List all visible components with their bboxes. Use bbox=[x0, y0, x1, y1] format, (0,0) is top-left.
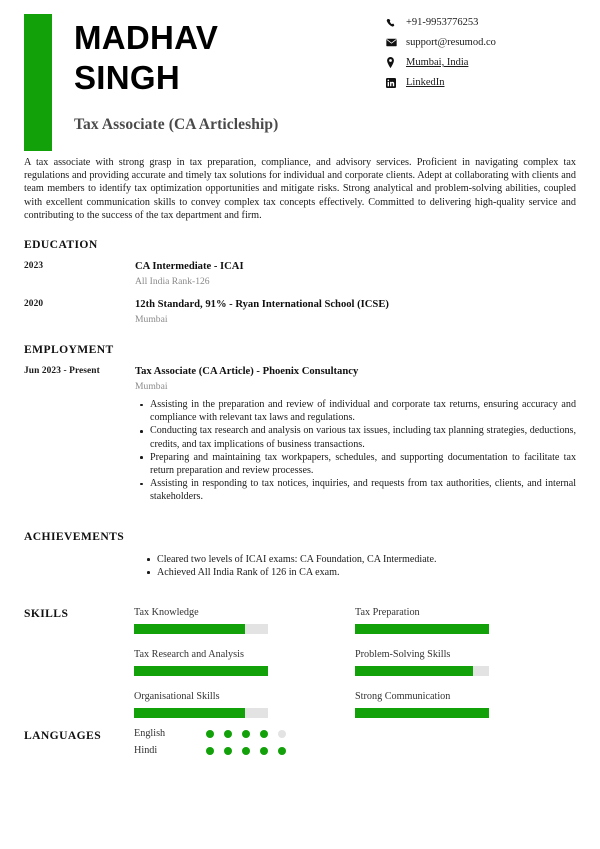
contact-linkedin[interactable] bbox=[386, 76, 576, 89]
rating-dot-filled bbox=[242, 730, 250, 738]
location-text[interactable]: Mumbai, India bbox=[406, 57, 469, 68]
language-rating bbox=[196, 730, 286, 738]
skill-item bbox=[134, 690, 355, 718]
skill-progress-fill bbox=[355, 708, 489, 718]
professional-summary: A tax associate with strong grasp in tax preparation, compliance, and advisory services. Proficient in navigating complex tax regulations and providing accurate and timely tax solutions for individual and corporate clients. Adept at collaborating with clients and team members to identify tax optimization opportunities and mitigate risks. Strong analytical and problem-solving abilities, coupled with excellent communication skills to convey complex tax concepts effectively. Committed to delivering high-quality service and contributing to the success of the tax department and firm. bbox=[24, 157, 576, 221]
skill-label: Organisational Skills bbox=[134, 691, 220, 703]
first-name: MADHAV bbox=[74, 19, 219, 56]
email-text: support@resumod.co bbox=[406, 37, 496, 48]
skills-grid bbox=[134, 606, 576, 732]
resume-header bbox=[0, 0, 600, 152]
rating-dot-filled bbox=[224, 730, 232, 738]
list-item: Conducting tax research and analysis on various tax issues, including tax planning strategies, deductions, credits, and tax implications of business transactions. bbox=[150, 425, 576, 450]
skill-item bbox=[355, 690, 576, 718]
education-entry-main bbox=[135, 260, 576, 289]
employment-entry-title: Tax Associate (CA Article) - Phoenix Consultancy bbox=[135, 366, 359, 378]
last-name: SINGH bbox=[74, 59, 181, 96]
skill-label: Strong Communication bbox=[355, 691, 451, 703]
rating-dot-filled bbox=[242, 747, 250, 755]
language-label: Hindi bbox=[134, 745, 158, 757]
skill-progress-track bbox=[134, 666, 268, 676]
skill-label: Tax Research and Analysis bbox=[134, 649, 244, 661]
language-rating bbox=[196, 747, 286, 755]
contact-email bbox=[386, 36, 576, 49]
rating-dot-filled bbox=[224, 747, 232, 755]
name-block bbox=[24, 12, 386, 152]
skill-progress-track bbox=[355, 708, 489, 718]
contact-block bbox=[386, 12, 576, 152]
language-label: English bbox=[134, 728, 166, 740]
skill-progress-track bbox=[355, 666, 489, 676]
skill-label: Problem-Solving Skills bbox=[355, 649, 451, 661]
section-title-achievements: ACHIEVEMENTS bbox=[24, 529, 125, 543]
skill-item bbox=[355, 648, 576, 676]
skills-body bbox=[134, 606, 576, 732]
skill-progress-fill bbox=[355, 624, 489, 634]
language-item bbox=[134, 745, 576, 756]
list-item: Cleared two levels of ICAI exams: CA Foundation, CA Intermediate. bbox=[157, 553, 576, 566]
education-entry-date: 2020 bbox=[24, 299, 44, 310]
skill-item bbox=[134, 648, 355, 676]
achievements-bullets-wrap bbox=[24, 553, 576, 579]
skill-progress-track bbox=[134, 708, 268, 718]
accent-bar bbox=[24, 14, 52, 151]
education-entry bbox=[24, 260, 576, 289]
education-body bbox=[0, 260, 600, 327]
name-and-title bbox=[52, 12, 278, 152]
languages-section bbox=[0, 728, 600, 762]
phone-icon bbox=[386, 16, 400, 29]
education-entry-date: 2023 bbox=[24, 261, 44, 272]
skill-progress-fill bbox=[134, 708, 245, 718]
education-entry-sub: Mumbai bbox=[135, 314, 168, 326]
phone-text: +91-9953776253 bbox=[406, 17, 479, 28]
list-item: Achieved All India Rank of 126 in CA exam. bbox=[157, 566, 576, 579]
skills-section bbox=[0, 606, 600, 732]
education-entry-title: CA Intermediate - ICAI bbox=[135, 261, 244, 273]
achievements-body bbox=[0, 553, 600, 579]
rating-dot-filled bbox=[260, 730, 268, 738]
skill-progress-fill bbox=[134, 624, 245, 634]
education-entry-title: 12th Standard, 91% - Ryan International School (ICSE) bbox=[135, 299, 389, 311]
contact-phone bbox=[386, 16, 576, 29]
contact-location[interactable] bbox=[386, 56, 576, 69]
education-entry-sub: All India Rank-126 bbox=[135, 276, 210, 288]
rating-dot-filled bbox=[206, 730, 214, 738]
skill-progress-track bbox=[355, 624, 489, 634]
section-title-languages: LANGUAGES bbox=[24, 729, 102, 743]
section-title-education: EDUCATION bbox=[24, 238, 98, 252]
employment-body bbox=[0, 365, 600, 504]
education-entry-main bbox=[135, 298, 576, 327]
skill-label: Tax Knowledge bbox=[134, 607, 199, 619]
skill-item bbox=[134, 606, 355, 634]
envelope-icon bbox=[386, 36, 400, 49]
education-entry bbox=[24, 298, 576, 327]
rating-dot-empty bbox=[278, 730, 286, 738]
employment-entry-date: Jun 2023 - Present bbox=[24, 366, 100, 377]
list-item: Assisting in the preparation and review of individual and corporate tax returns, ensuring accuracy and compliance with relevant tax laws and regulations. bbox=[150, 399, 576, 424]
section-title-skills: SKILLS bbox=[24, 607, 69, 621]
rating-dot-filled bbox=[260, 747, 268, 755]
linkedin-icon bbox=[386, 76, 400, 89]
achievements-bullets bbox=[142, 553, 576, 579]
list-item: Assisting in responding to tax notices, inquiries, and requests from tax authorities, clients, and internal stakeholders. bbox=[150, 478, 576, 503]
skill-progress-fill bbox=[355, 666, 473, 676]
languages-body bbox=[134, 728, 576, 762]
skill-progress-track bbox=[134, 624, 268, 634]
location-pin-icon bbox=[386, 56, 400, 69]
list-item: Preparing and maintaining tax workpapers, schedules, and supporting documentation to facilitate tax return preparation and review processes. bbox=[150, 451, 576, 477]
section-title-employment: EMPLOYMENT bbox=[24, 343, 114, 357]
skill-item bbox=[355, 606, 576, 634]
employment-bullets bbox=[135, 398, 576, 504]
skill-label: Tax Preparation bbox=[355, 607, 420, 619]
job-title: Tax Associate (CA Articleship) bbox=[74, 116, 279, 133]
linkedin-text[interactable]: LinkedIn bbox=[406, 77, 445, 88]
employment-entry bbox=[24, 365, 576, 504]
rating-dot-filled bbox=[206, 747, 214, 755]
employment-entry-main bbox=[135, 365, 576, 504]
skill-progress-fill bbox=[134, 666, 268, 676]
language-item bbox=[134, 728, 576, 739]
employment-entry-sub: Mumbai bbox=[135, 381, 168, 393]
rating-dot-filled bbox=[278, 747, 286, 755]
